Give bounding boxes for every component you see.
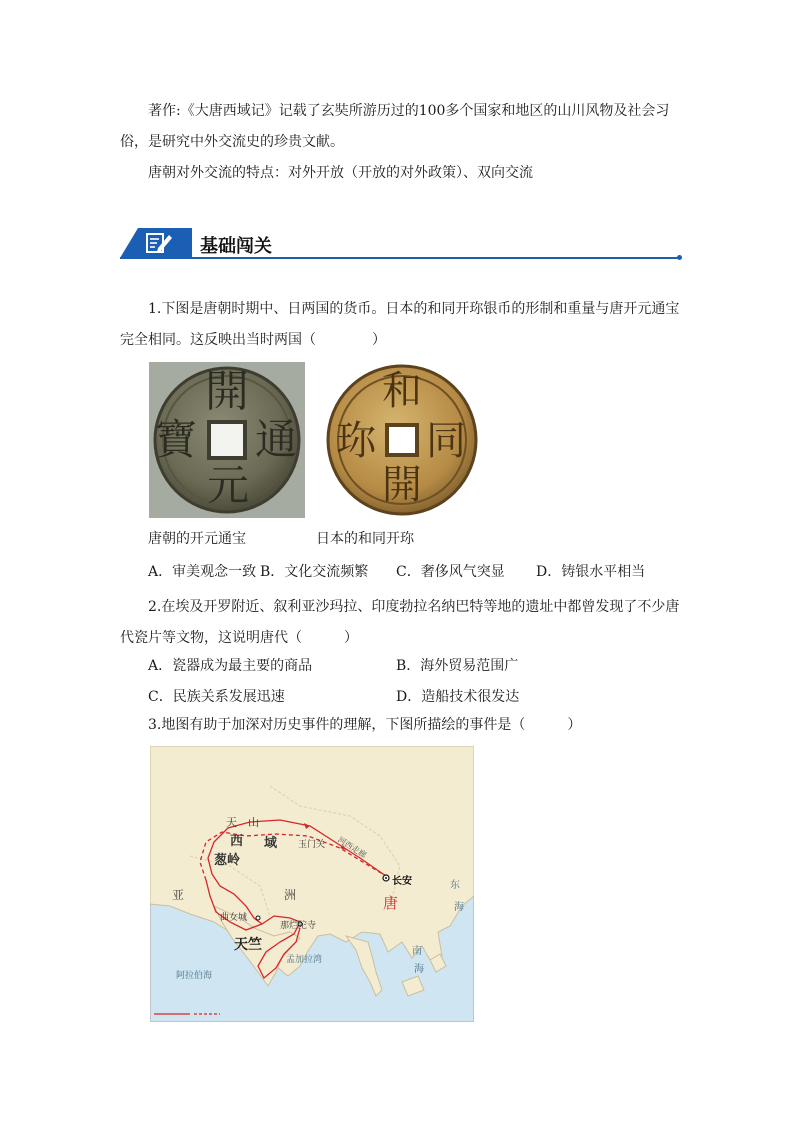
- section-rule-end: [677, 255, 682, 260]
- q2-option-c[interactable]: C．民族关系发展迅速: [148, 689, 285, 705]
- q1-option-d[interactable]: D．铸银水平相当: [536, 564, 646, 580]
- label-nan: 南: [412, 946, 422, 957]
- label-hai-1: 海: [454, 902, 464, 913]
- label-qunucheng: 曲女城: [220, 913, 248, 923]
- section-title: 基础闯关: [200, 236, 272, 257]
- label-changan: 长安: [392, 876, 412, 887]
- label-tianshan: 天 山: [226, 816, 259, 829]
- coin1-char-top: 開: [205, 366, 249, 417]
- label-dong: 东: [450, 880, 460, 891]
- intro-line-3: 唐朝对外交流的特点：对外开放（开放的对外政策）、双向交流: [148, 165, 533, 181]
- q1-option-a[interactable]: A．审美观念一致: [148, 564, 257, 580]
- label-zhou: 洲: [284, 888, 297, 902]
- coin2-char-right: 同: [426, 418, 466, 464]
- label-xiyu-1: 西: [230, 834, 244, 849]
- label-yumenguan: 玉门关: [298, 840, 326, 850]
- q1-line-2: 完全相同。这反映出当时两国（ ）: [120, 332, 386, 348]
- coin1-char-bottom: 元: [207, 461, 250, 510]
- intro-line-1: 著作:《大唐西域记》记载了玄奘所游历过的100多个国家和地区的山川风物及社会习: [148, 103, 670, 119]
- label-alabohai: 阿拉伯海: [176, 971, 213, 981]
- coin2-char-top: 和: [382, 368, 422, 414]
- label-ya: 亚: [172, 888, 185, 902]
- section-header: [120, 228, 680, 260]
- wado-coin-photo: [324, 362, 480, 518]
- label-tianzhu: 天竺: [234, 937, 262, 953]
- label-nalantuosi: 那烂陀寺: [280, 921, 317, 931]
- label-mengjialawan: 孟加拉湾: [286, 955, 323, 965]
- label-hexi: 河西走廊: [336, 835, 368, 860]
- label-tang: 唐: [383, 894, 399, 912]
- q1-line-1: 1.下图是唐朝时期中、日两国的货币。日本的和同开珎银币的形制和重量与唐开元通宝: [148, 301, 680, 317]
- coin1-char-right: 通: [255, 415, 298, 464]
- xuanzang-route-map: [150, 746, 474, 1022]
- label-hai-2: 海: [414, 964, 424, 975]
- q1-option-b[interactable]: B．文化交流频繁: [260, 564, 369, 580]
- coin1-caption: 唐朝的开元通宝: [148, 531, 246, 547]
- q2-option-b[interactable]: B．海外贸易范围广: [396, 658, 519, 674]
- coin2-caption: 日本的和同开珎: [316, 531, 414, 547]
- coin2-char-bottom: 開: [382, 462, 422, 508]
- q2-line-1: 2.在埃及开罗附近、叙利亚沙玛拉、印度勃拉名纳巴特等地的遗址中都曾发现了不少唐: [148, 599, 680, 615]
- coin1-char-left: 寶: [155, 415, 198, 464]
- intro-line-2: 俗，是研究中外交流史的珍贵文献。: [120, 134, 344, 150]
- q2-option-d[interactable]: D．造船技术很发达: [396, 689, 520, 705]
- section-rule: [120, 257, 680, 259]
- q2-option-a[interactable]: A．瓷器成为最主要的商品: [148, 658, 313, 674]
- q1-option-c[interactable]: C．奢侈风气突显: [396, 564, 505, 580]
- label-xiyu-2: 域: [264, 836, 278, 851]
- label-congling: 葱岭: [214, 853, 241, 868]
- q3-line-1: 3.地图有助于加深对历史事件的理解，下图所描绘的事件是（ ）: [148, 717, 582, 733]
- pencil-note-icon: [144, 230, 174, 256]
- kaiyuan-coin-photo: [149, 362, 305, 518]
- q2-line-2: 代瓷片等文物，这说明唐代（ ）: [120, 630, 358, 646]
- coin2-char-left: 珎: [336, 418, 376, 464]
